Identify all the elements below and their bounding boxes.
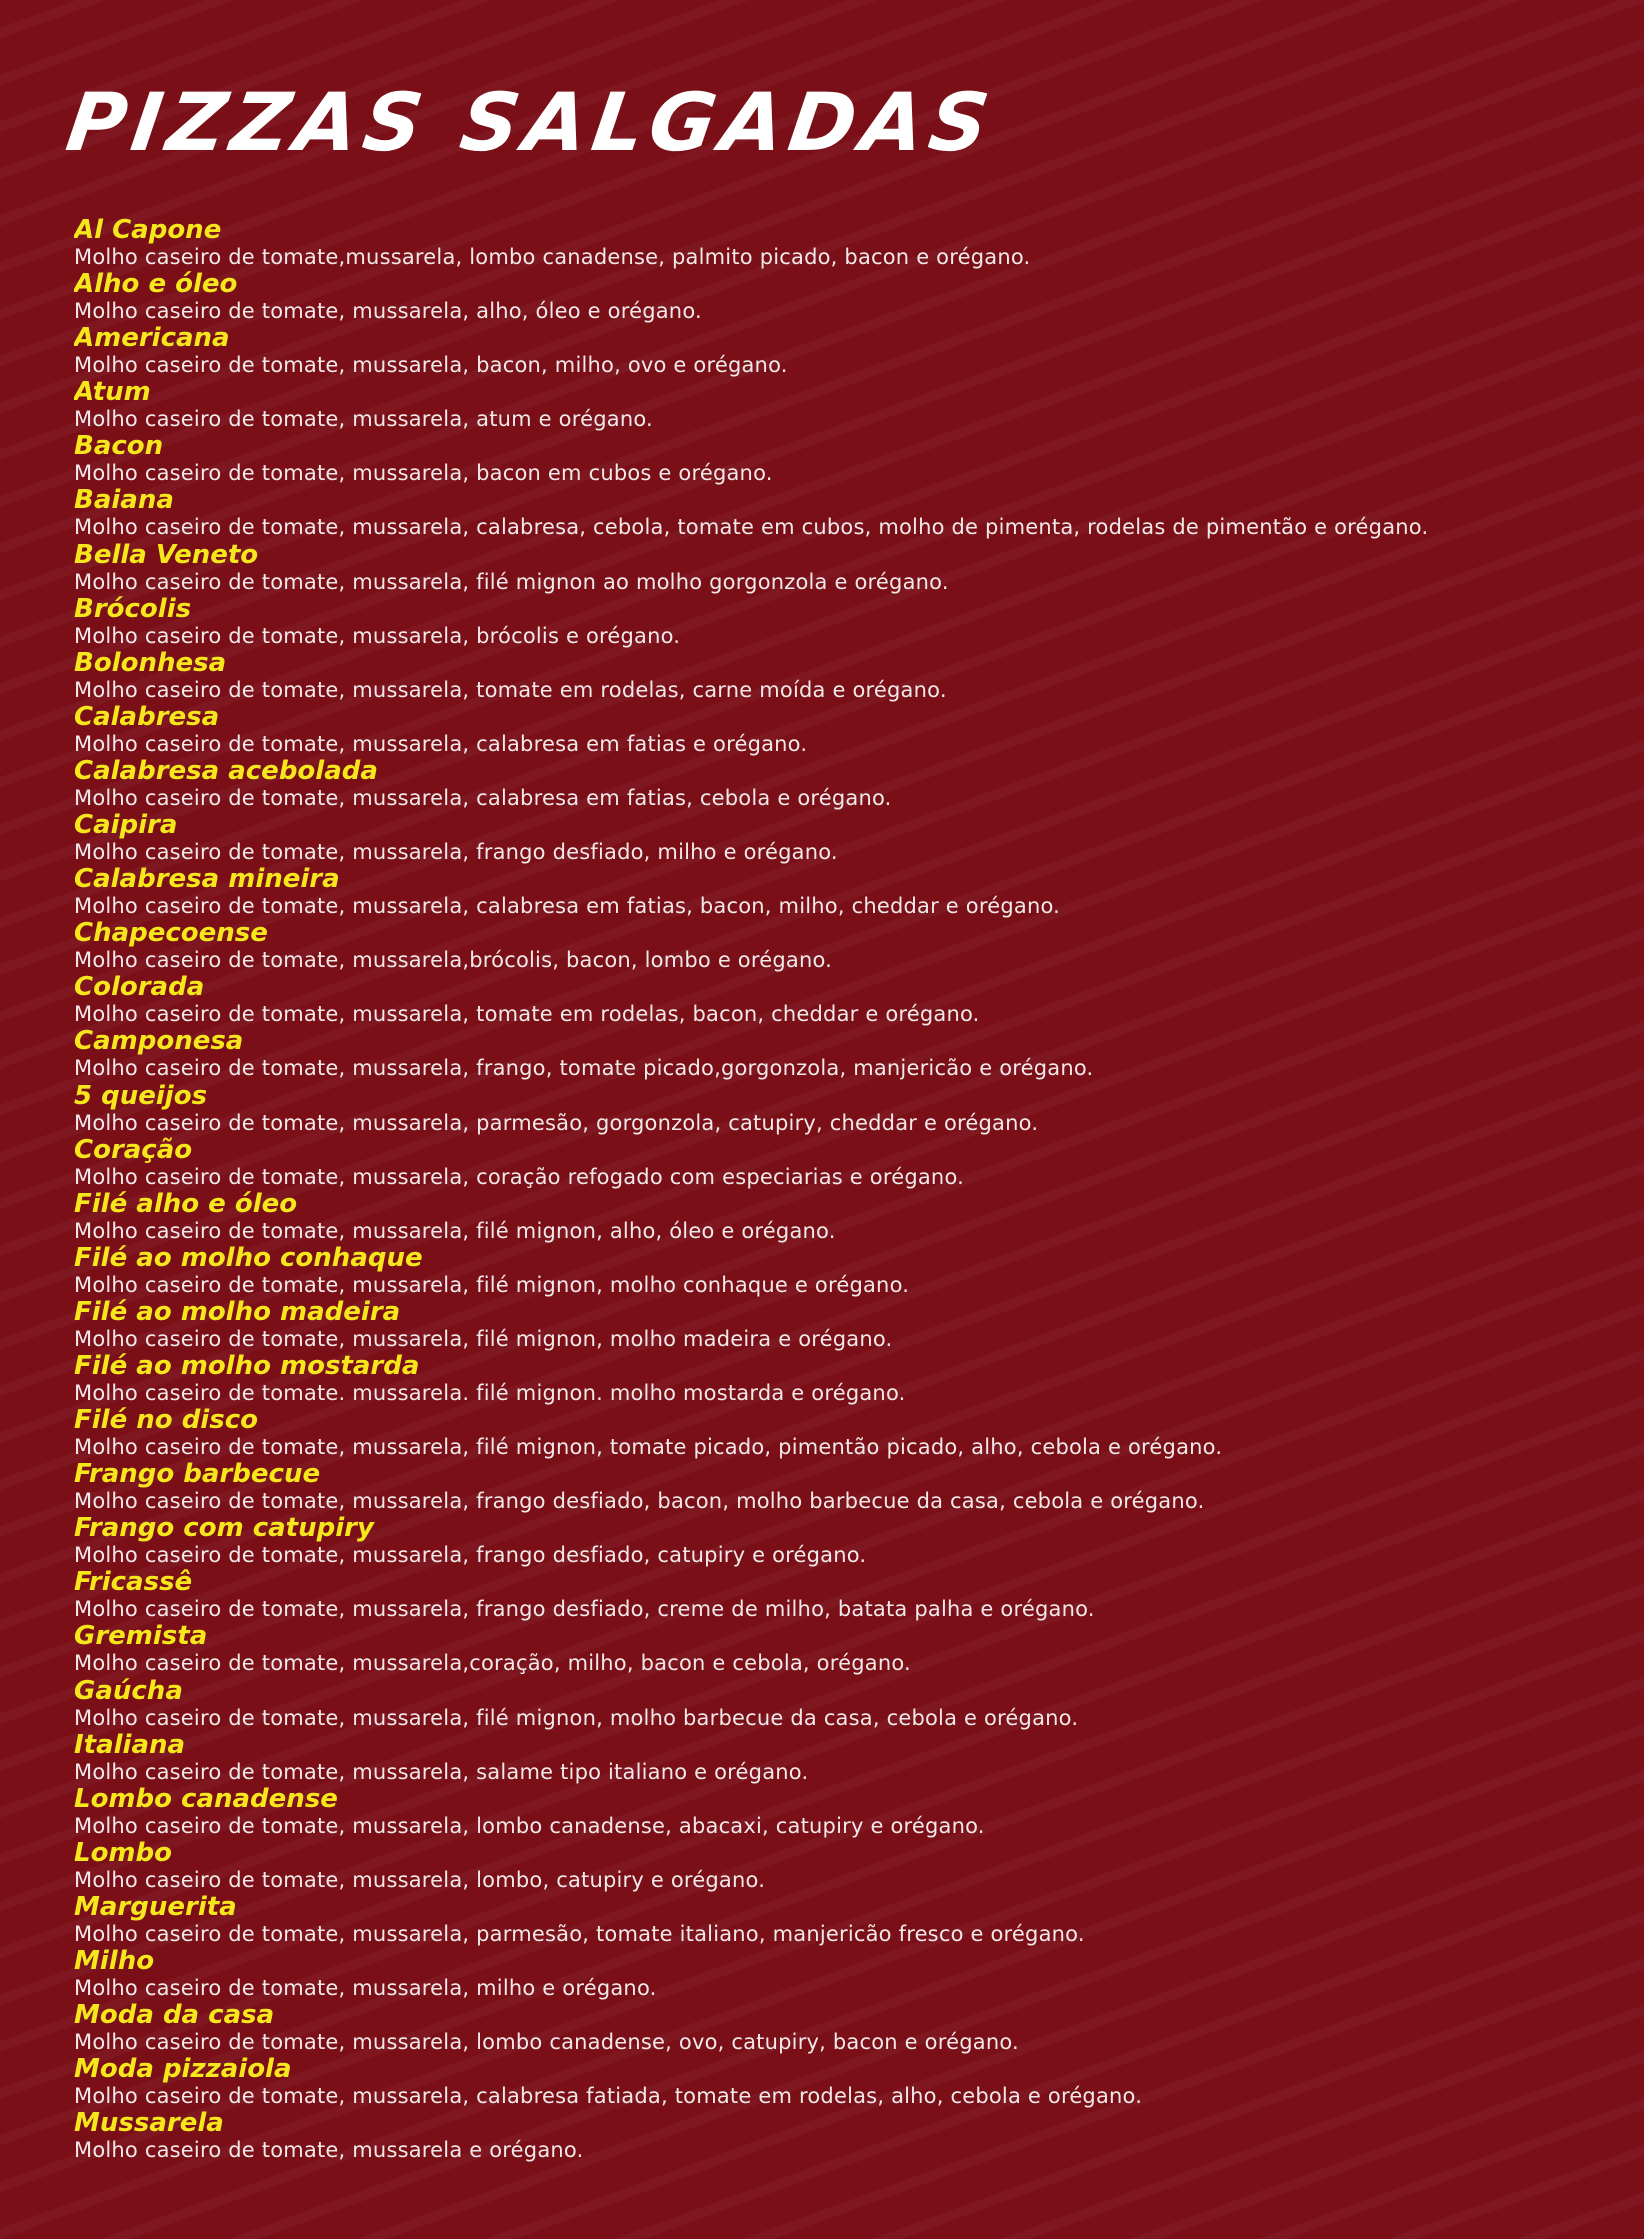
pizza-description: Molho caseiro de tomate, mussarela, frango, tomate picado,gorgonzola, manjericão e orégano. (74, 1056, 1094, 1081)
pizza-name: Filé ao molho mostarda (74, 1352, 420, 1381)
pizza-description: Molho caseiro de tomate, mussarela, filé mignon, molho madeira e orégano. (74, 1326, 893, 1351)
pizza-name: Bolonhesa (74, 649, 227, 678)
pizza-item (74, 1678, 1428, 1732)
pizza-item (74, 1515, 1428, 1569)
pizza-name: Al Capone (74, 217, 222, 245)
pizza-list (74, 217, 1428, 2164)
pizza-item (74, 1461, 1428, 1515)
pizza-name: Frango barbecue (74, 1461, 321, 1490)
pizza-name: Coração (74, 1136, 193, 1165)
pizza-item (74, 704, 1428, 758)
pizza-description: Molho caseiro de tomate, mussarela e orégano. (74, 2138, 584, 2163)
pizza-item (74, 487, 1428, 541)
pizza-description: Molho caseiro de tomate, mussarela, calabresa, cebola, tomate em cubos, molho de pimenta, rodelas de pimentão e orégano. (74, 515, 1429, 540)
pizza-description: Molho caseiro de tomate, mussarela, filé mignon, molho conhaque e orégano. (74, 1272, 910, 1297)
pizza-description: Molho caseiro de tomate, mussarela, frango desfiado, milho e orégano. (74, 840, 838, 865)
pizza-name: Italiana (74, 1731, 186, 1760)
pizza-item (74, 1948, 1428, 2002)
pizza-item (74, 1569, 1428, 1623)
pizza-description: Molho caseiro de tomate, mussarela, salame tipo italiano e orégano. (74, 1759, 809, 1784)
pizza-name: Baiana (74, 487, 174, 516)
pizza-item (74, 433, 1428, 487)
pizza-name: Calabresa acebolada (74, 757, 378, 786)
pizza-item (74, 542, 1428, 596)
pizza-item (74, 1732, 1428, 1786)
pizza-item (74, 596, 1428, 650)
pizza-item (74, 325, 1428, 379)
pizza-description: Molho caseiro de tomate, mussarela, lombo, catupiry e orégano. (74, 1867, 766, 1892)
pizza-name: Filé alho e óleo (74, 1190, 298, 1219)
pizza-name: Lombo (74, 1839, 172, 1868)
pizza-description: Molho caseiro de tomate,mussarela, lombo canadense, palmito picado, bacon e orégano. (74, 245, 1031, 269)
pizza-name: Calabresa mineira (74, 866, 340, 895)
pizza-item (74, 1083, 1428, 1137)
menu-page (61, 76, 1624, 2163)
pizza-description: Molho caseiro de tomate, mussarela, filé mignon, alho, óleo e orégano. (74, 1218, 836, 1243)
pizza-item (74, 812, 1428, 866)
pizza-description: Molho caseiro de tomate, mussarela, milho e orégano. (74, 1976, 657, 2000)
pizza-item (74, 1894, 1428, 1948)
pizza-item (74, 1299, 1428, 1353)
pizza-description: Molho caseiro de tomate, mussarela, frango desfiado, creme de milho, batata palha e orégano. (74, 1597, 1095, 1622)
pizza-name: Mussarela (74, 2110, 224, 2139)
pizza-item (74, 1191, 1428, 1245)
pizza-item (74, 1353, 1428, 1407)
pizza-item (74, 1840, 1428, 1894)
pizza-item (74, 271, 1428, 325)
pizza-description: Molho caseiro de tomate, mussarela, calabresa em fatias e orégano. (74, 731, 808, 756)
pizza-item (74, 866, 1428, 920)
pizza-description: Molho caseiro de tomate, mussarela,coração, milho, bacon e cebola, orégano. (74, 1651, 911, 1676)
pizza-name: Caipira (74, 812, 178, 841)
pizza-name: Camponesa (74, 1028, 244, 1057)
pizza-name: Bella Veneto (74, 541, 259, 570)
pizza-description: Molho caseiro de tomate, mussarela, tomate em rodelas, bacon, cheddar e orégano. (74, 1002, 980, 1027)
pizza-name: Filé ao molho madeira (74, 1298, 401, 1327)
pizza-description: Molho caseiro de tomate, mussarela, tomate em rodelas, carne moída e orégano. (74, 677, 947, 702)
pizza-name: Gaúcha (74, 1677, 183, 1706)
pizza-item (74, 1786, 1428, 1840)
pizza-name: Fricassê (74, 1569, 193, 1598)
pizza-item (74, 650, 1428, 704)
pizza-name: Colorada (74, 974, 205, 1003)
pizza-description: Molho caseiro de tomate, mussarela, bacon, milho, ovo e orégano. (74, 353, 788, 378)
pizza-name: Brócolis (74, 595, 192, 624)
pizza-description: Molho caseiro de tomate, mussarela, filé mignon, tomate picado, pimentão picado, alho, cebola e orégano. (74, 1435, 1223, 1460)
pizza-item (74, 758, 1428, 812)
pizza-item (74, 217, 1428, 271)
pizza-name: Milho (74, 1948, 155, 1976)
pizza-item (74, 1407, 1428, 1461)
pizza-name: Marguerita (74, 1893, 237, 1922)
pizza-name: Filé no disco (74, 1407, 258, 1436)
pizza-description: Molho caseiro de tomate, mussarela, atum e orégano. (74, 407, 653, 432)
pizza-description: Molho caseiro de tomate, mussarela, lombo canadense, ovo, catupiry, bacon e orégano. (74, 2030, 1019, 2055)
pizza-description: Molho caseiro de tomate, mussarela, filé mignon, molho barbecue da casa, cebola e orégano. (74, 1705, 1079, 1730)
pizza-name: Alho e óleo (74, 271, 238, 300)
pizza-description: Molho caseiro de tomate, mussarela, frango desfiado, bacon, molho barbecue da casa, cebola e orégano. (74, 1489, 1205, 1514)
pizza-item (74, 974, 1428, 1028)
pizza-description: Molho caseiro de tomate, mussarela, alho, óleo e orégano. (74, 299, 702, 324)
pizza-item (74, 2002, 1428, 2056)
pizza-name: Calabresa (74, 703, 220, 732)
pizza-description: Molho caseiro de tomate, mussarela, lombo canadense, abacaxi, catupiry e orégano. (74, 1813, 985, 1838)
pizza-description: Molho caseiro de tomate, mussarela, bacon em cubos e orégano. (74, 461, 773, 486)
pizza-item (74, 1245, 1428, 1299)
pizza-item (74, 1028, 1428, 1082)
pizza-item (74, 1623, 1428, 1677)
pizza-name: Chapecoense (74, 920, 268, 949)
pizza-name: Moda pizzaiola (74, 2056, 292, 2085)
menu-title: PIZZAS SALGADAS (61, 76, 1001, 169)
pizza-item (74, 1137, 1428, 1191)
pizza-description: Molho caseiro de tomate, mussarela,brócolis, bacon, lombo e orégano. (74, 948, 833, 973)
pizza-name: Frango com catupiry (74, 1515, 374, 1544)
pizza-name: Lombo canadense (74, 1785, 338, 1814)
pizza-name: Gremista (74, 1623, 208, 1652)
pizza-name: Moda da casa (74, 2002, 275, 2031)
pizza-description: Molho caseiro de tomate, mussarela, coração refogado com especiarias e orégano. (74, 1164, 964, 1189)
pizza-description: Molho caseiro de tomate, mussarela, calabresa em fatias, cebola e orégano. (74, 785, 892, 810)
pizza-name: Bacon (74, 433, 164, 462)
pizza-description: Molho caseiro de tomate, mussarela, calabresa fatiada, tomate em rodelas, alho, cebola e orégano. (74, 2084, 1143, 2109)
pizza-description: Molho caseiro de tomate, mussarela, frango desfiado, catupiry e orégano. (74, 1543, 867, 1568)
pizza-description: Molho caseiro de tomate, mussarela, filé mignon ao molho gorgonzola e orégano. (74, 569, 949, 594)
pizza-name: Americana (74, 325, 230, 354)
pizza-description: Molho caseiro de tomate. mussarela. filé mignon. molho mostarda e orégano. (74, 1380, 906, 1405)
pizza-item (74, 379, 1428, 433)
pizza-description: Molho caseiro de tomate, mussarela, parmesão, tomate italiano, manjericão fresco e orégano. (74, 1921, 1085, 1946)
pizza-description: Molho caseiro de tomate, mussarela, parmesão, gorgonzola, catupiry, cheddar e orégano. (74, 1110, 1039, 1135)
pizza-name: Atum (74, 379, 151, 408)
pizza-description: Molho caseiro de tomate, mussarela, calabresa em fatias, bacon, milho, cheddar e orégano. (74, 894, 1061, 919)
pizza-name: Filé ao molho conhaque (74, 1244, 423, 1273)
pizza-item (74, 920, 1428, 974)
pizza-name: 5 queijos (74, 1082, 208, 1111)
pizza-description: Molho caseiro de tomate, mussarela, brócolis e orégano. (74, 623, 681, 648)
pizza-item (74, 2110, 1428, 2164)
pizza-item (74, 2056, 1428, 2110)
